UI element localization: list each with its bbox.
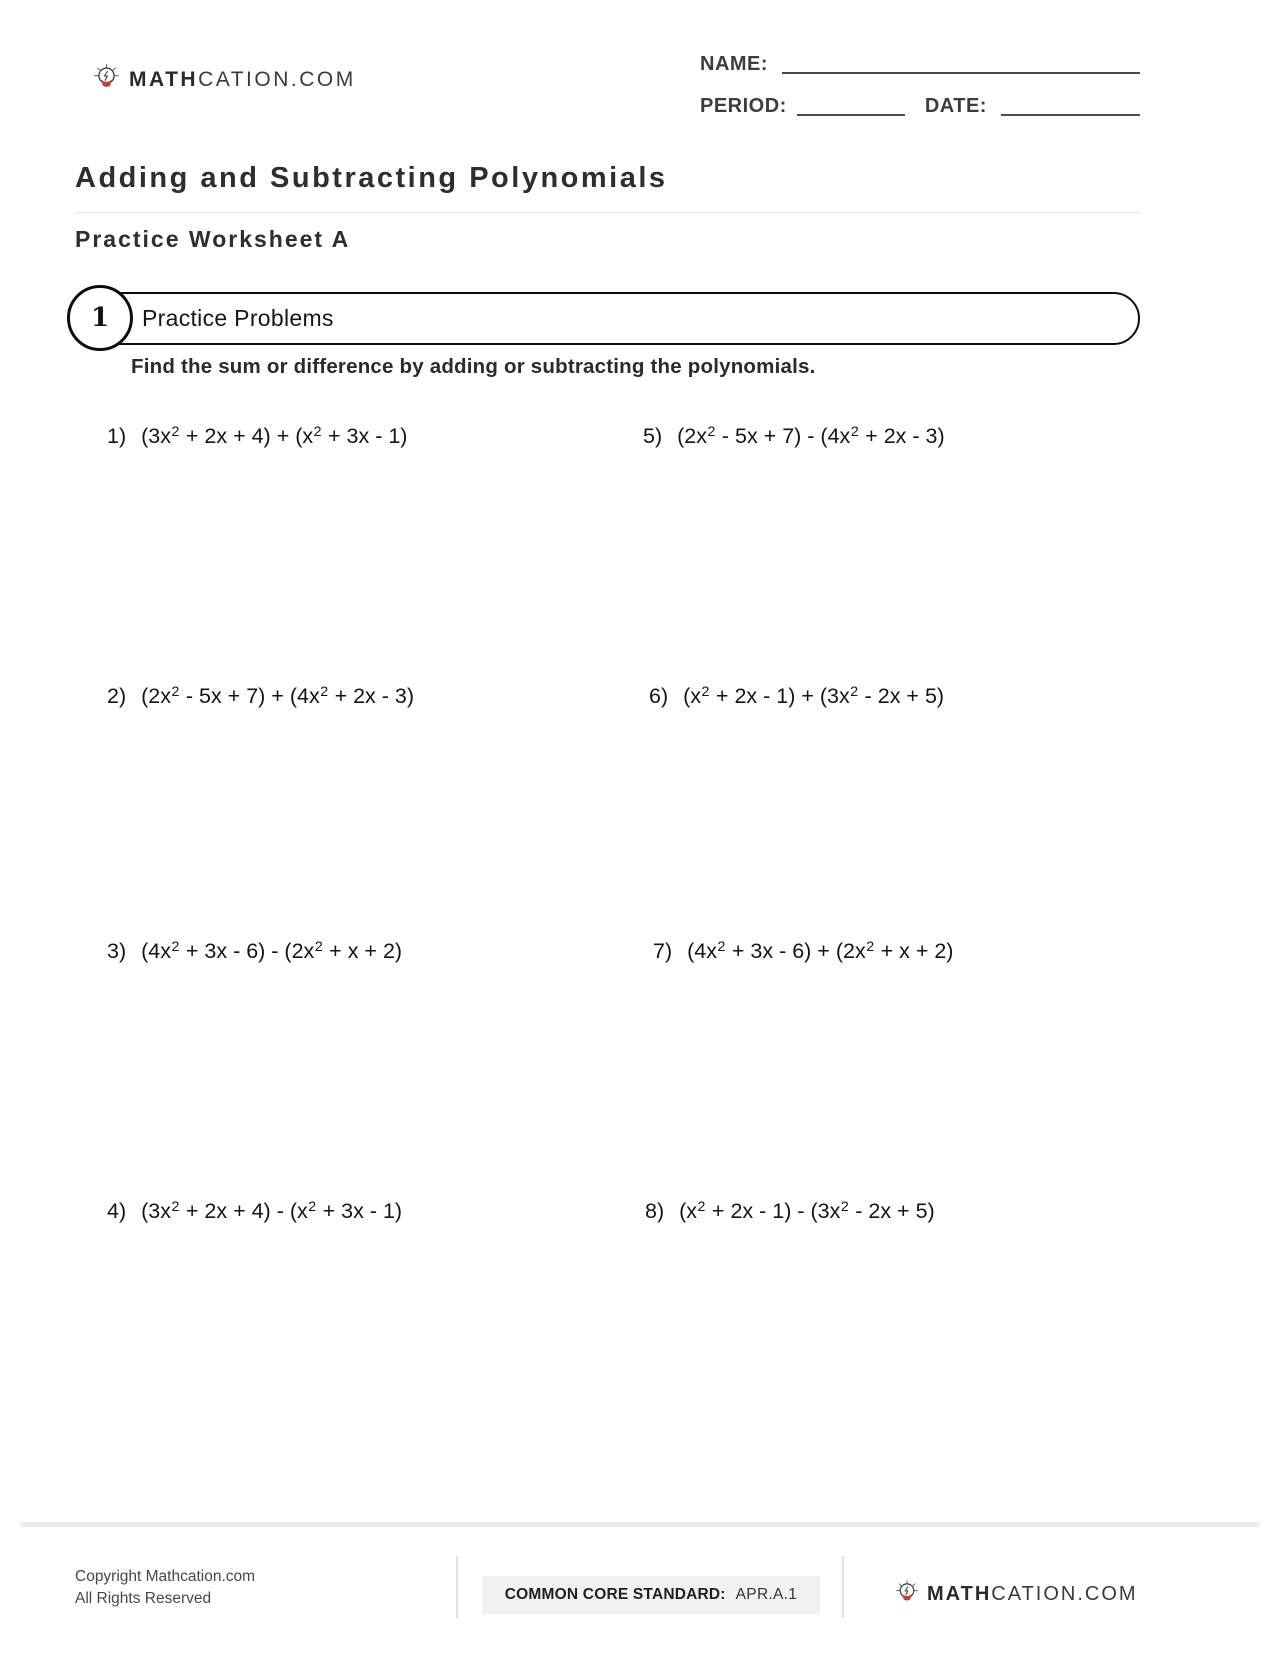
name-row bbox=[700, 44, 1140, 74]
brand-wordmark bbox=[927, 1583, 1138, 1606]
period-date-row bbox=[700, 86, 1140, 116]
problem-8 bbox=[645, 1199, 935, 1224]
brand-wordmark bbox=[129, 68, 356, 92]
date-label: DATE: bbox=[924, 95, 987, 117]
problem-number: 1) bbox=[107, 424, 127, 448]
brand-bold: MATH bbox=[927, 1582, 992, 1605]
standard-label: COMMON CORE STANDARD: bbox=[504, 1586, 726, 1603]
period-blank-line bbox=[797, 94, 905, 116]
problem-number: 4) bbox=[107, 1199, 127, 1223]
name-label: NAME: bbox=[700, 53, 769, 75]
brand-rest: CATION.COM bbox=[198, 67, 356, 91]
problem-expression: $(x^2 + 2x - 1) - (3x^2 - 2x + 5)$ bbox=[679, 1198, 935, 1223]
problem-number: 2) bbox=[107, 684, 127, 708]
copyright-text bbox=[75, 1566, 255, 1610]
problem-6 bbox=[649, 684, 944, 709]
common-core-standard-box bbox=[482, 1576, 820, 1614]
problem-expression: $(2x^2 - 5x + 7) + (4x^2 + 2x - 3)$ bbox=[141, 683, 415, 708]
problem-number: 8) bbox=[645, 1199, 665, 1223]
lightbulb-icon bbox=[895, 1580, 919, 1608]
footer-separator-left bbox=[456, 1556, 458, 1618]
student-fields bbox=[700, 44, 1140, 116]
brand-bold: MATH bbox=[129, 67, 199, 91]
problem-expression: $(2x^2 - 5x + 7) - (4x^2 + 2x - 3)$ bbox=[677, 423, 945, 448]
copyright-line-1: Copyright Mathcation.com bbox=[75, 1568, 256, 1585]
problem-number: 3) bbox=[107, 939, 127, 963]
problem-number: 6) bbox=[649, 684, 669, 708]
footer-separator-right bbox=[842, 1556, 844, 1618]
problem-5 bbox=[643, 424, 945, 449]
period-label: PERIOD: bbox=[700, 95, 787, 117]
copyright-line-2: All Rights Reserved bbox=[75, 1590, 212, 1607]
problem-number: 5) bbox=[643, 424, 663, 448]
section-title: Practice Problems bbox=[142, 305, 334, 331]
problem-expression: $(x^2 + 2x - 1) + (3x^2 - 2x + 5)$ bbox=[683, 683, 945, 708]
problem-1 bbox=[107, 424, 407, 449]
problem-expression: $(3x^2 + 2x + 4) - (x^2 + 3x - 1)$ bbox=[141, 1198, 403, 1223]
footer-mathcation-logo bbox=[895, 1580, 1138, 1608]
problem-4 bbox=[107, 1199, 402, 1224]
problem-expression: $(3x^2 + 2x + 4) + (x^2 + 3x - 1)$ bbox=[141, 423, 408, 448]
section-number-badge: 1 bbox=[67, 285, 133, 351]
section-instruction: Find the sum or difference by adding or subtracting the polynomials. bbox=[131, 355, 816, 378]
page-title: Adding and Subtracting Polynomials bbox=[75, 162, 668, 194]
standard-value: APR.A.1 bbox=[735, 1586, 798, 1603]
problem-number: 7) bbox=[653, 939, 673, 963]
problem-expression: $(4x^2 + 3x - 6) + (2x^2 + x + 2)$ bbox=[687, 938, 954, 963]
brand-rest: CATION.COM bbox=[991, 1582, 1138, 1605]
date-blank-line bbox=[1001, 94, 1140, 116]
page-subtitle: Practice Worksheet A bbox=[75, 226, 351, 252]
title-divider bbox=[75, 212, 1140, 213]
footer-divider bbox=[20, 1522, 1260, 1527]
problem-3 bbox=[107, 939, 402, 964]
problem-7 bbox=[653, 939, 953, 964]
name-blank-line bbox=[782, 52, 1140, 74]
lightbulb-icon bbox=[93, 64, 120, 95]
problem-expression: $(4x^2 + 3x - 6) - (2x^2 + x + 2)$ bbox=[141, 938, 403, 963]
problem-2 bbox=[107, 684, 414, 709]
mathcation-logo bbox=[93, 64, 356, 95]
